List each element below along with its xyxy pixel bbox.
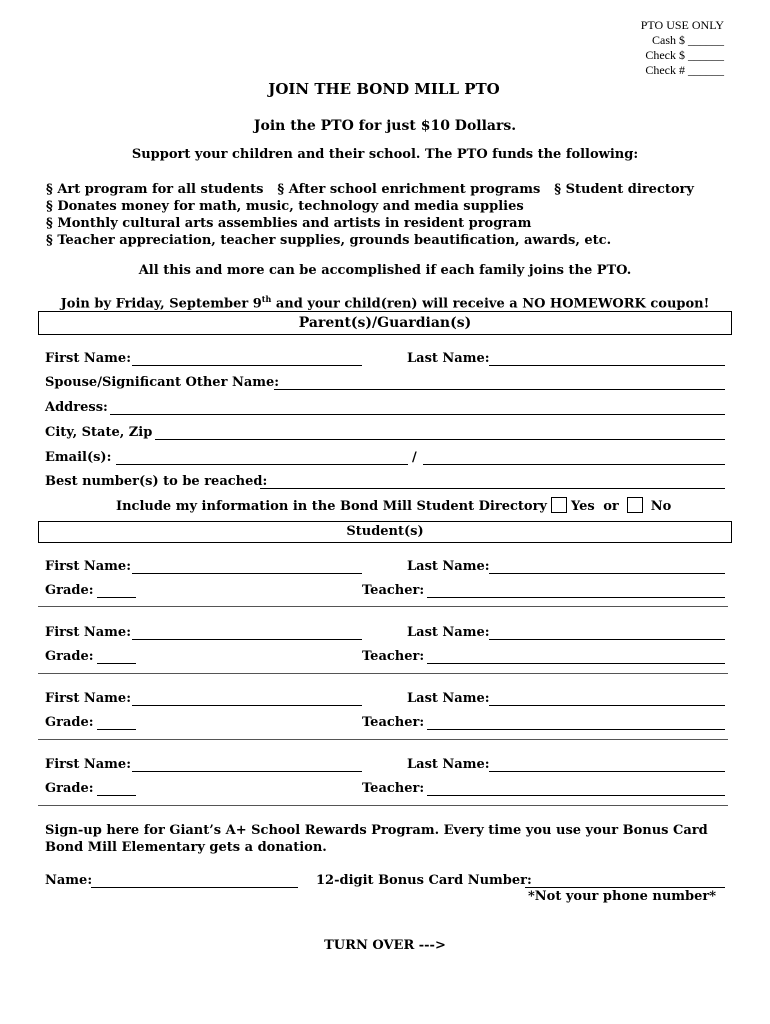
parent-last-name-field[interactable]	[489, 365, 725, 366]
student-1-first-name-field[interactable]	[132, 573, 362, 574]
student-1-grade-field[interactable]	[97, 597, 136, 598]
directory-no-checkbox[interactable]	[627, 497, 643, 513]
parent-section-header	[38, 311, 732, 335]
best-number-label: Best number(s) to be reached:	[45, 474, 268, 489]
pto-use-only-block	[641, 18, 724, 78]
bullet-row-1	[46, 181, 694, 198]
directory-question-text: Include my information in the Bond Mill Student Directory	[116, 499, 547, 514]
student-4-teacher-field[interactable]	[427, 795, 725, 796]
student-1-last-name-label: Last Name:	[407, 559, 490, 574]
email-field-1[interactable]	[116, 464, 408, 465]
bullet-after-school: § After school enrichment programs	[277, 182, 541, 197]
student-3-teacher-label: Teacher:	[362, 715, 425, 730]
directory-or-label: or	[603, 499, 619, 514]
subtitle: Join the PTO for just $10 Dollars.	[253, 118, 517, 134]
student-2-grade-label: Grade:	[45, 649, 94, 664]
bullet-supplies: § Donates money for math, music, technology and media supplies	[46, 199, 524, 214]
student-2-grade-field[interactable]	[97, 663, 136, 664]
student-3-first-name-field[interactable]	[132, 705, 362, 706]
student-2-first-name-label: First Name:	[45, 625, 131, 640]
student-2-teacher-label: Teacher:	[362, 649, 425, 664]
city-label: City, State, Zip	[45, 425, 153, 440]
parent-section-title: Parent(s)/Guardian(s)	[298, 315, 472, 331]
giant-name-label: Name:	[45, 873, 93, 888]
student-1-teacher-label: Teacher:	[362, 583, 425, 598]
deadline-text: Join by Friday, September 9	[60, 296, 262, 312]
giant-info-line-1: Sign-up here for Giant’s A+ School Rewards Program. Every time you use your Bonus Card	[45, 823, 708, 838]
support-line: Support your children and their school. The PTO funds the following:	[131, 147, 639, 162]
email-field-2[interactable]	[423, 464, 725, 465]
student-divider-4	[38, 805, 728, 806]
deadline-line	[0, 294, 770, 311]
student-4-last-name-field[interactable]	[489, 771, 725, 772]
student-4-first-name-field[interactable]	[132, 771, 362, 772]
student-1-teacher-field[interactable]	[427, 597, 725, 598]
page-title	[0, 80, 770, 98]
student-section-title: Student(s)	[346, 524, 424, 539]
student-4-grade-field[interactable]	[97, 795, 136, 796]
check-number-line: Check # ______	[645, 63, 724, 77]
bullet-teacher-appreciation: § Teacher appreciation, teacher supplies, grounds beautification, awards, etc.	[46, 233, 612, 248]
student-divider-2	[38, 673, 728, 674]
funded-items-list	[46, 181, 694, 249]
pto-use-heading: PTO USE ONLY	[640, 18, 724, 32]
student-1-first-name-label: First Name:	[45, 559, 131, 574]
student-divider-3	[38, 739, 728, 740]
student-3-grade-field[interactable]	[97, 729, 136, 730]
student-3-teacher-field[interactable]	[427, 729, 725, 730]
student-2-first-name-field[interactable]	[132, 639, 362, 640]
student-3-first-name-label: First Name:	[45, 691, 131, 706]
student-section-header	[38, 521, 732, 543]
student-3-grade-label: Grade:	[45, 715, 94, 730]
turn-over: TURN OVER --->	[324, 938, 446, 953]
address-field[interactable]	[110, 414, 725, 415]
student-2-last-name-label: Last Name:	[407, 625, 490, 640]
address-label: Address:	[45, 400, 108, 415]
student-4-grade-label: Grade:	[45, 781, 94, 796]
deadline-text-rest: and your child(ren) will receive a NO HOMEWORK coupon!	[271, 296, 710, 312]
bullet-art-program: § Art program for all students	[46, 182, 264, 197]
deadline-superscript: th	[261, 294, 272, 304]
parent-first-name-field[interactable]	[132, 365, 362, 366]
student-4-teacher-label: Teacher:	[362, 781, 425, 796]
giant-info-line-2: Bond Mill Elementary gets a donation.	[45, 840, 327, 855]
spouse-label: Spouse/Significant Other Name:	[45, 375, 280, 390]
student-3-last-name-field[interactable]	[489, 705, 725, 706]
student-divider-1	[38, 606, 728, 607]
student-2-teacher-field[interactable]	[427, 663, 725, 664]
student-1-last-name-field[interactable]	[489, 573, 725, 574]
student-1-grade-label: Grade:	[45, 583, 94, 598]
giant-name-field[interactable]	[91, 887, 298, 888]
parent-last-name-label: Last Name:	[407, 351, 490, 366]
bonus-card-field[interactable]	[525, 887, 725, 888]
student-3-last-name-label: Last Name:	[407, 691, 490, 706]
page-title-text: JOIN THE BOND MILL PTO	[268, 80, 500, 98]
directory-question	[116, 497, 671, 514]
directory-yes-checkbox[interactable]	[551, 497, 567, 513]
cash-line: Cash $ ______	[652, 33, 724, 47]
spouse-field[interactable]	[274, 389, 725, 390]
email-separator: /	[412, 450, 417, 465]
bonus-card-note: *Not your phone number*	[528, 889, 717, 904]
student-2-last-name-field[interactable]	[489, 639, 725, 640]
bonus-card-label: 12-digit Bonus Card Number:	[316, 873, 532, 888]
student-4-last-name-label: Last Name:	[407, 757, 490, 772]
email-label: Email(s):	[45, 450, 112, 465]
directory-yes-label: Yes	[570, 499, 595, 514]
student-4-first-name-label: First Name:	[45, 757, 131, 772]
bullet-student-directory: § Student directory	[554, 182, 694, 197]
directory-no-label: No	[650, 499, 672, 514]
city-field[interactable]	[155, 439, 725, 440]
accomplish-line: All this and more can be accomplished if each family joins the PTO.	[138, 263, 632, 278]
bullet-cultural-arts: § Monthly cultural arts assemblies and artists in resident program	[46, 216, 532, 231]
best-number-field[interactable]	[260, 488, 725, 489]
parent-first-name-label: First Name:	[45, 351, 131, 366]
check-amount-line: Check $ ______	[645, 48, 724, 62]
